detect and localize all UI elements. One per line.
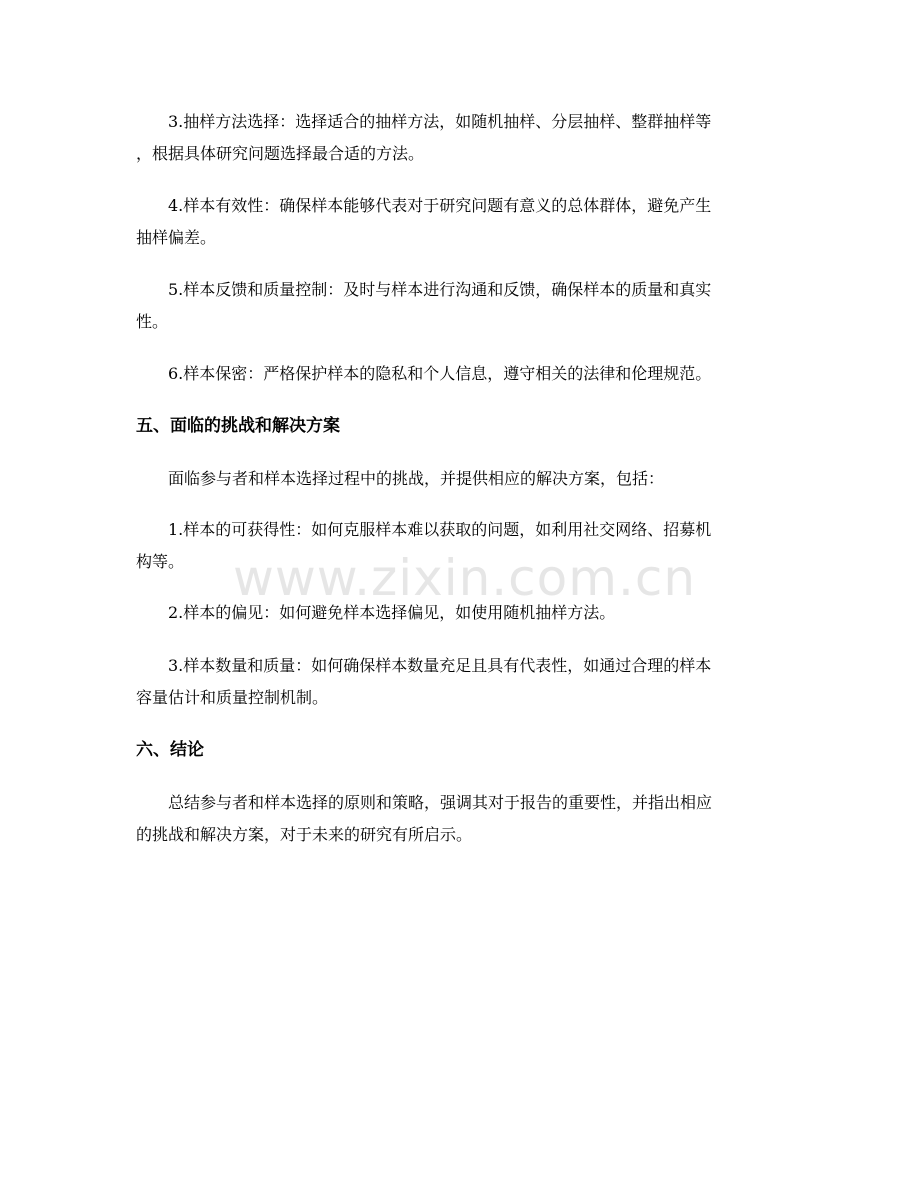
paragraph-line: 6.样本保密：严格保护样本的隐私和个人信息，遵守相关的法律和伦理规范。	[168, 364, 712, 383]
paragraph-line: 抽样偏差。	[136, 228, 217, 247]
paragraph-bias	[136, 597, 786, 629]
paragraph-line: 性。	[136, 312, 169, 331]
paragraph-line: 2.样本的偏见：如何避免样本选择偏见，如使用随机抽样方法。	[168, 603, 616, 622]
paragraph-sampling-method	[136, 106, 786, 170]
section-heading-conclusion: 六、结论	[136, 740, 204, 760]
paragraph-line: 面临参与者和样本选择过程中的挑战，并提供相应的解决方案，包括：	[168, 469, 665, 488]
paragraph-line: 5.样本反馈和质量控制：及时与样本进行沟通和反馈，确保样本的质量和真实	[168, 280, 712, 299]
paragraph-challenges-intro	[136, 463, 786, 495]
paragraph-line: 3.样本数量和质量：如何确保样本数量充足且具有代表性，如通过合理的样本	[168, 656, 712, 675]
paragraph-line: 的挑战和解决方案，对于未来的研究有所启示。	[136, 825, 473, 844]
paragraph-line: 总结参与者和样本选择的原则和策略，强调其对于报告的重要性，并指出相应	[168, 793, 713, 812]
paragraph-sample-validity	[136, 190, 786, 254]
paragraph-line: 1.样本的可获得性：如何克服样本难以获取的问题，如利用社交网络、招募机	[168, 520, 712, 539]
paragraph-feedback-quality	[136, 274, 786, 338]
paragraph-conclusion	[136, 787, 786, 851]
section-heading-challenges: 五、面临的挑战和解决方案	[136, 416, 340, 436]
paragraph-availability	[136, 514, 786, 578]
paragraph-line: 3.抽样方法选择：选择适合的抽样方法，如随机抽样、分层抽样、整群抽样等	[168, 112, 712, 131]
paragraph-quantity-quality	[136, 650, 786, 714]
watermark-text: www.zixin.com.cn	[233, 549, 697, 607]
paragraph-line: ，根据具体研究问题选择最合适的方法。	[136, 144, 425, 163]
paragraph-line: 构等。	[136, 552, 185, 571]
paragraph-line: 容量估计和质量控制机制。	[136, 688, 329, 707]
paragraph-confidentiality	[136, 358, 786, 390]
paragraph-line: 4.样本有效性：确保样本能够代表对于研究问题有意义的总体群体，避免产生	[168, 196, 712, 215]
